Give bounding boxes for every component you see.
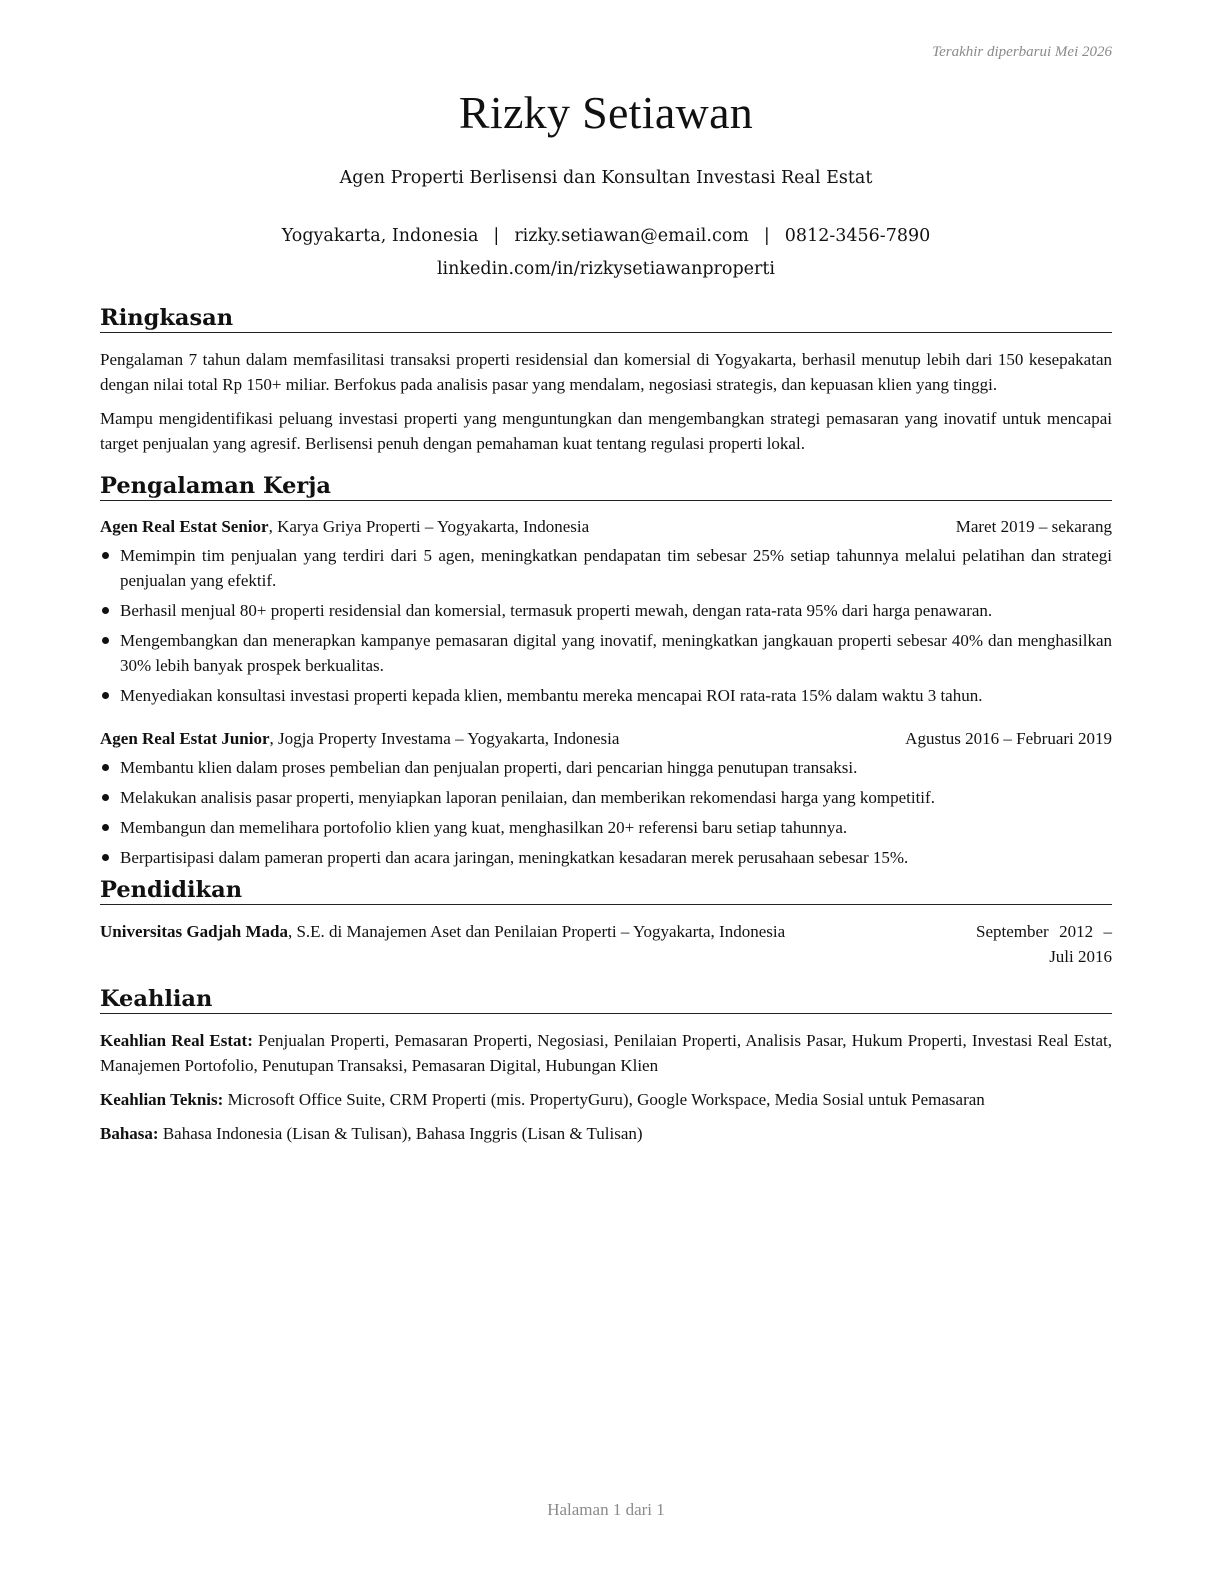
section-heading-summary: Ringkasan	[100, 304, 1112, 333]
education-dates: September 2012 – Juli 2016	[976, 922, 1112, 966]
contact-line	[100, 220, 1112, 253]
bullet-icon	[102, 552, 109, 559]
skill-label: Bahasa:	[100, 1124, 159, 1143]
job-title: Agen Real Estat Junior	[100, 729, 270, 748]
job-organization: , Jogja Property Investama – Yogyakarta, Indonesia	[269, 729, 620, 748]
bullet-text: Memimpin tim penjualan yang terdiri dari 5 agen, meningkatkan pendapatan tim sebesar 25% setiap tahunnya melalui pelatihan dan strategi penjualan yang efektif.	[120, 546, 1112, 590]
resume-page	[100, 0, 1112, 1584]
job-bullet-list	[100, 543, 1112, 708]
education-school: Universitas Gadjah Mada	[100, 922, 288, 941]
job-dates: Maret 2019 – sekarang	[955, 517, 1112, 536]
bullet-text: Berhasil menjual 80+ properti residensial dan komersial, termasuk properti mewah, dengan rata-rata 95% dari harga penawaran.	[120, 601, 993, 620]
education-degree: , S.E. di Manajemen Aset dan Penilaian Properti – Yogyakarta, Indonesia	[287, 922, 786, 941]
job-header	[100, 726, 1112, 751]
candidate-tagline: Agen Properti Berlisensi dan Konsultan Investasi Real Estat	[339, 168, 873, 188]
bullet-text: Membangun dan memelihara portofolio klien yang kuat, menghasilkan 20+ referensi baru setiap tahunnya.	[120, 818, 848, 837]
skill-label: Keahlian Real Estat:	[100, 1031, 253, 1050]
skill-line	[100, 1028, 1112, 1078]
contact-location: Yogyakarta, Indonesia	[281, 226, 479, 246]
contact-linkedin[interactable]: linkedin.com/in/rizkysetiawanproperti	[436, 259, 776, 279]
resume-content	[100, 304, 1112, 1155]
summary-paragraph: Pengalaman 7 tahun dalam memfasilitasi transaksi properti residensial dan komersial di Yogyakarta, berhasil menutup lebih dari 150 kesepakatan dengan nilai total Rp 150+ miliar. Berfokus pada analisis pasar yang mendalam, negosiasi strategis, dan kepuasan klien yang tinggi.	[100, 350, 1112, 394]
job-title-line	[100, 514, 956, 539]
list-item	[100, 543, 1112, 593]
list-item	[100, 845, 1112, 870]
skill-label: Keahlian Teknis:	[100, 1090, 224, 1109]
bullet-text: Berpartisipasi dalam pameran properti dan acara jaringan, meningkatkan kesadaran merek perusahaan sebesar 15%.	[120, 848, 909, 867]
list-item	[100, 815, 1112, 840]
education-entry	[100, 919, 1112, 969]
bullet-text: Melakukan analisis pasar properti, menyiapkan laporan penilaian, dan memberikan rekomendasi harga yang kompetitif.	[120, 788, 935, 807]
job-organization: , Karya Griya Properti – Yogyakarta, Indonesia	[268, 517, 590, 536]
section-heading-experience: Pengalaman Kerja	[100, 472, 1112, 501]
section-heading-skills: Keahlian	[100, 985, 1112, 1014]
job-header	[100, 514, 1112, 539]
education-institution-line	[100, 919, 976, 969]
bullet-text: Membantu klien dalam proses pembelian dan penjualan properti, dari pencarian hingga penutupan transaksi.	[120, 758, 858, 777]
bullet-icon	[102, 637, 109, 644]
bullet-icon	[102, 794, 109, 801]
skill-line	[100, 1087, 1112, 1112]
job-bullet-list	[100, 755, 1112, 870]
candidate-name: Rizky Setiawan	[458, 87, 754, 138]
last-updated-note: Terakhir diperbarui Mei 2026	[932, 44, 1112, 60]
contact-phone: 0812-3456-7890	[784, 226, 931, 246]
skill-value: Penjualan Properti, Pemasaran Properti, Negosiasi, Penilaian Properti, Analisis Pasar, Hukum Properti, Investasi Real Estat, Manajemen Portofolio, Penutupan Transaksi, Pemasaran Digital, Hubungan Klien	[100, 1031, 1112, 1075]
summary-paragraph: Mampu mengidentifikasi peluang investasi properti yang menguntungkan dan mengembangkan strategi pemasaran yang inovatif untuk mencapai target penjualan yang agresif. Berlisensi penuh dengan pemahaman kuat tentang regulasi properti lokal.	[100, 409, 1112, 453]
bullet-icon	[102, 854, 109, 861]
contact-block	[100, 220, 1112, 286]
page-number: Halaman 1 dari 1	[547, 1500, 665, 1519]
section-heading-education: Pendidikan	[100, 876, 1112, 905]
contact-email[interactable]: rizky.setiawan@email.com	[514, 226, 749, 246]
list-item	[100, 785, 1112, 810]
skill-line	[100, 1121, 1112, 1146]
skill-value: Microsoft Office Suite, CRM Properti (mis. PropertyGuru), Google Workspace, Media Sosial untuk Pemasaran	[223, 1090, 985, 1109]
bullet-icon	[102, 824, 109, 831]
list-item	[100, 683, 1112, 708]
bullet-icon	[102, 607, 109, 614]
bullet-text: Menyediakan konsultasi investasi properti kepada klien, membantu mereka mencapai ROI rata-rata 15% dalam waktu 3 tahun.	[120, 686, 983, 705]
bullet-text: Mengembangkan dan menerapkan kampanye pemasaran digital yang inovatif, meningkatkan jangkauan properti sebesar 40% dan menghasilkan 30% lebih banyak prospek berkualitas.	[120, 631, 1112, 675]
list-item	[100, 628, 1112, 678]
contact-separator: |	[763, 226, 770, 246]
contact-separator: |	[493, 226, 500, 246]
list-item	[100, 755, 1112, 780]
job-dates: Agustus 2016 – Februari 2019	[905, 729, 1112, 748]
bullet-icon	[102, 692, 109, 699]
skill-value: Bahasa Indonesia (Lisan & Tulisan), Bahasa Inggris (Lisan & Tulisan)	[158, 1124, 643, 1143]
job-title: Agen Real Estat Senior	[100, 517, 269, 536]
job-title-line	[100, 726, 874, 751]
list-item	[100, 598, 1112, 623]
bullet-icon	[102, 764, 109, 771]
